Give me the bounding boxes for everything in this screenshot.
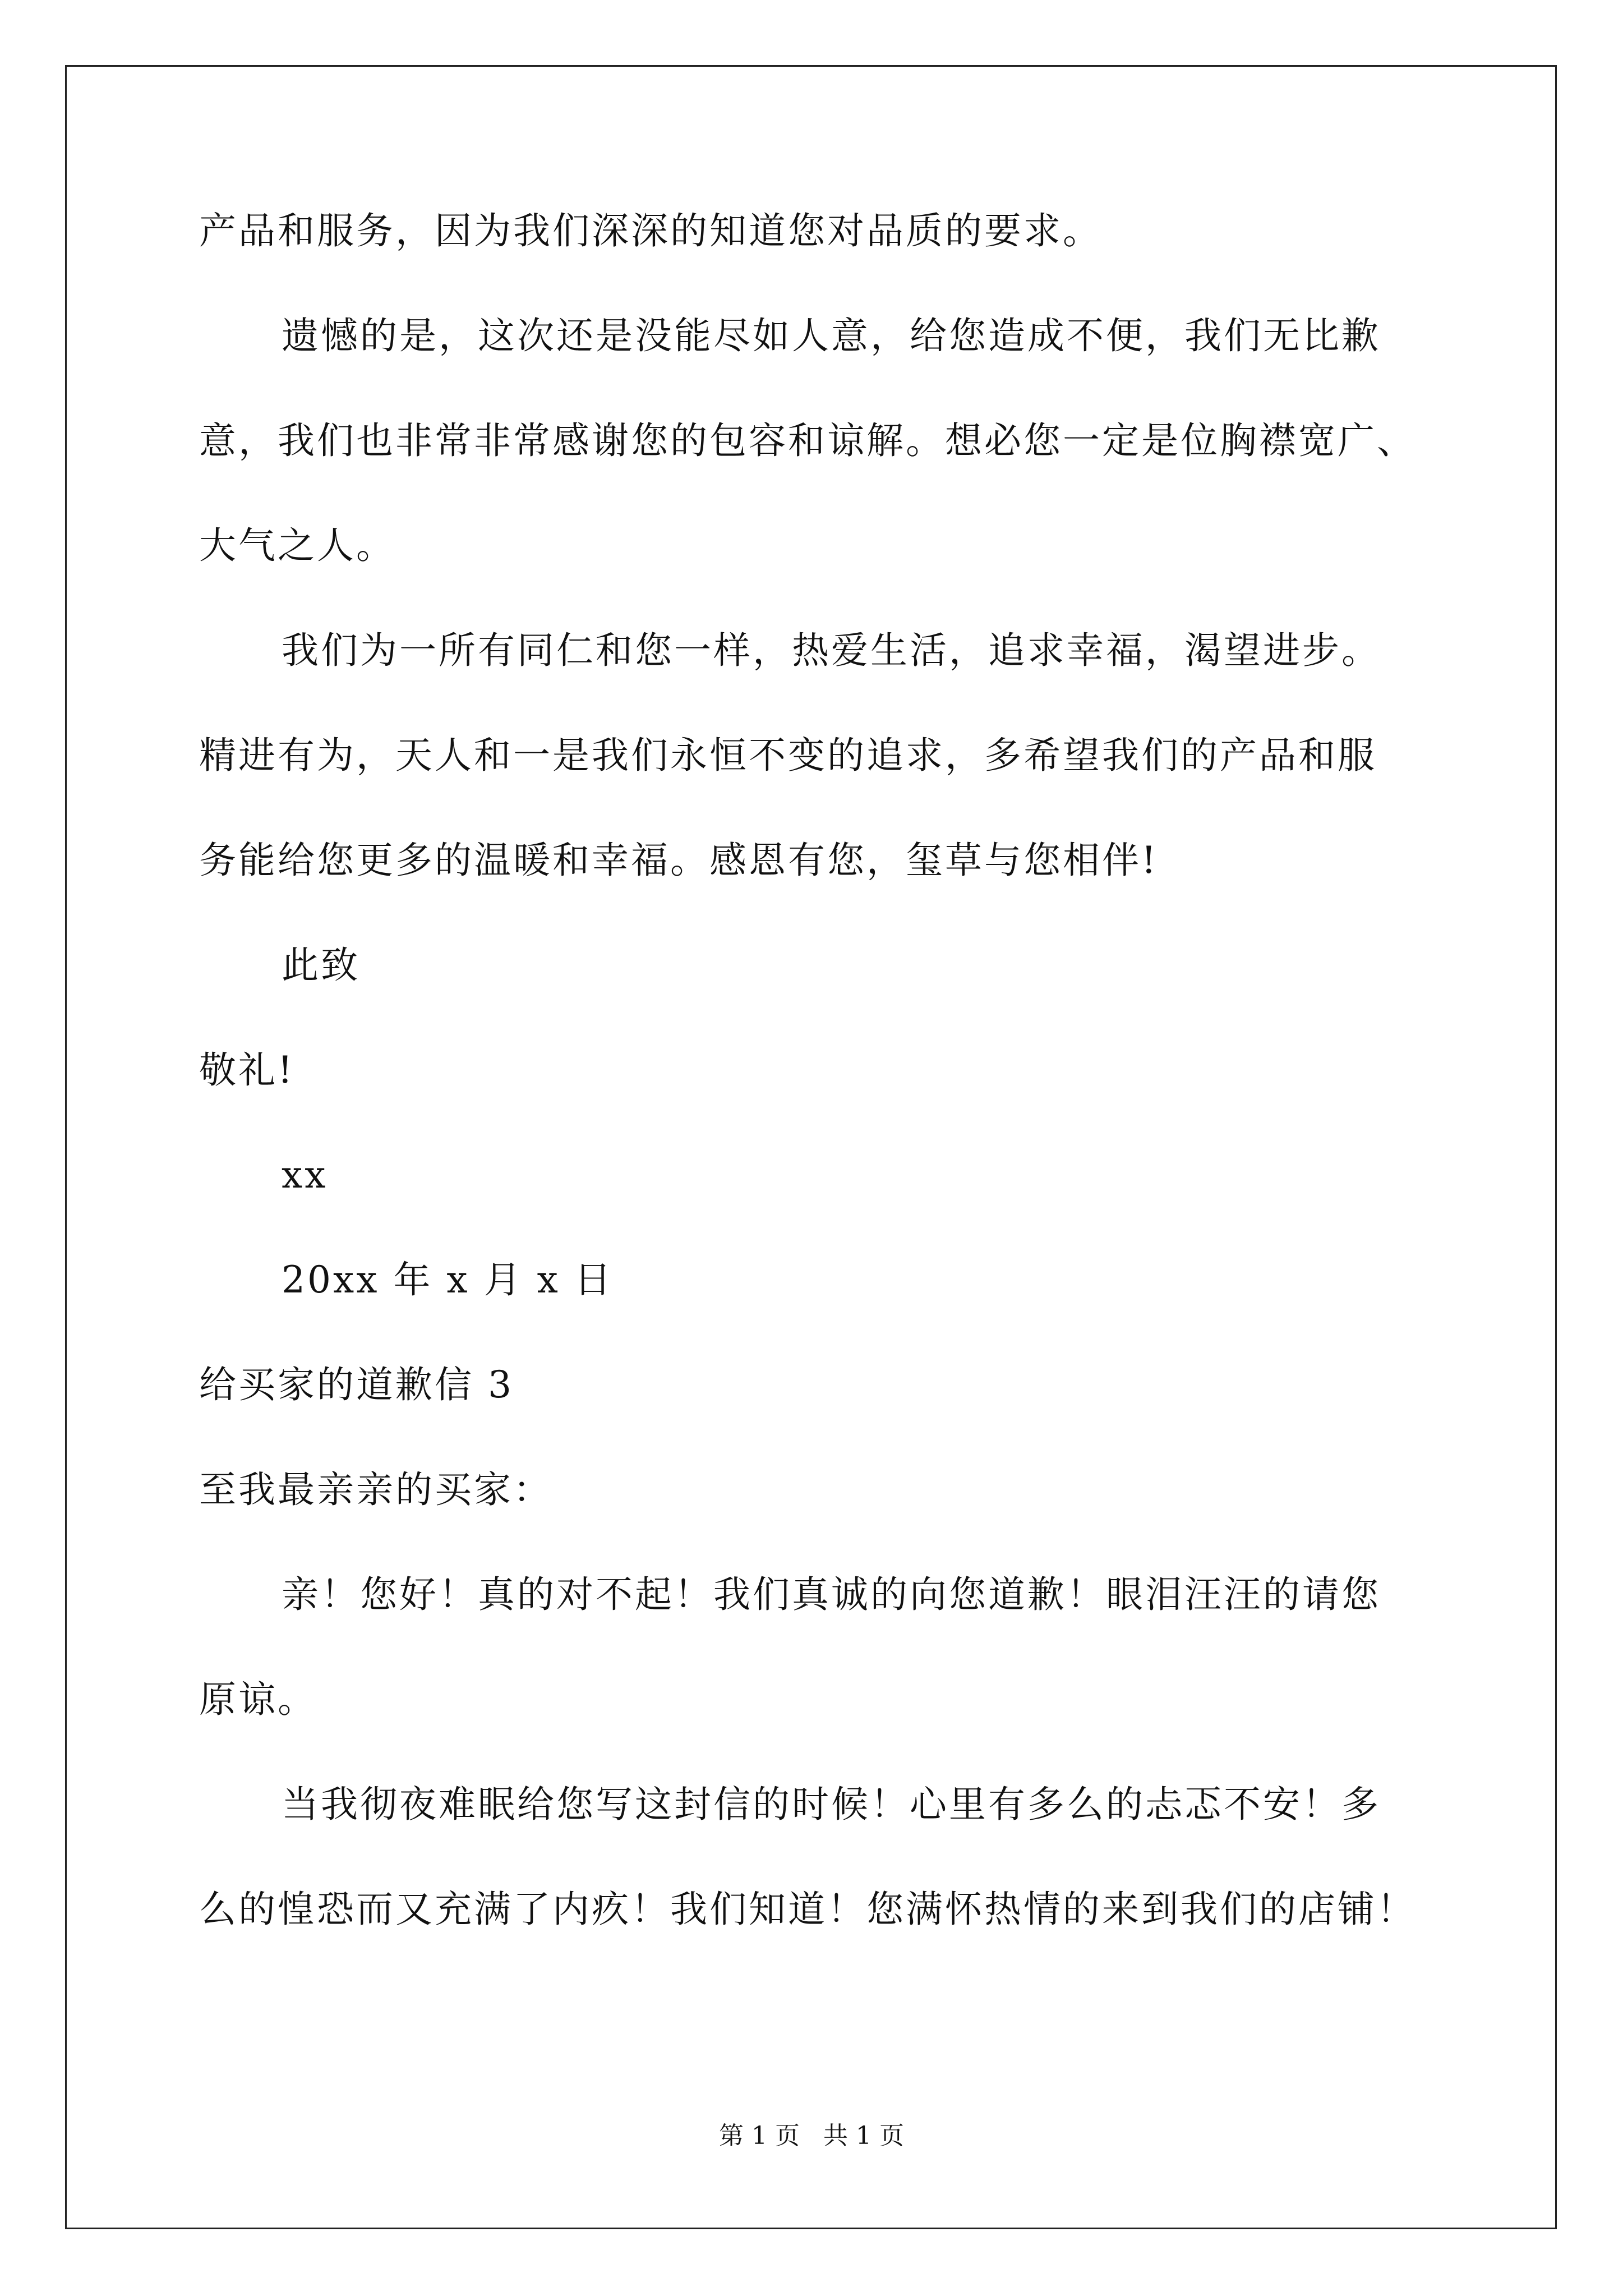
text-line: 原谅。 bbox=[199, 1678, 317, 1721]
date-line: 20xx 年 x 月 x 日 bbox=[282, 1258, 614, 1301]
text-line: 精进有为，天人和一是我们永恒不变的追求，多希望我们的产品和服 bbox=[199, 734, 1377, 777]
text-line: 意，我们也非常非常感谢您的包容和谅解。想必您一定是位胸襟宽广、 bbox=[199, 419, 1416, 462]
signature: xx bbox=[282, 1153, 328, 1197]
closing-salutation: 此致 bbox=[282, 944, 360, 987]
page-number: 第 1 页 bbox=[719, 2122, 800, 2150]
section-heading: 给买家的道歉信 3 bbox=[199, 1363, 514, 1406]
text-line: 我们为一所有同仁和您一样，热爱生活，追求幸福，渴望进步。 bbox=[282, 629, 1381, 672]
page-total: 共 1 页 bbox=[823, 2122, 904, 2150]
text-line: 遗憾的是，这次还是没能尽如人意，给您造成不便，我们无比歉 bbox=[282, 314, 1381, 357]
text-line: 么的惶恐而又充满了内疚！我们知道！您满怀热情的来到我们的店铺！ bbox=[199, 1888, 1416, 1931]
text-line: 大气之人。 bbox=[199, 524, 395, 567]
text-line: 亲！您好！真的对不起！我们真诚的向您道歉！眼泪汪汪的请您 bbox=[282, 1573, 1381, 1616]
text-line: 当我彻夜难眠给您写这封信的时候！心里有多么的忐忑不安！多 bbox=[282, 1783, 1381, 1826]
page-footer bbox=[0, 2120, 1623, 2152]
closing-salutation: 敬礼! bbox=[199, 1048, 295, 1092]
text-line: 产品和服务，因为我们深深的知道您对品质的要求。 bbox=[199, 209, 1102, 252]
text-line: 务能给您更多的温暖和幸福。感恩有您，玺草与您相伴! bbox=[199, 839, 1159, 882]
greeting: 至我最亲亲的买家： bbox=[199, 1468, 552, 1511]
